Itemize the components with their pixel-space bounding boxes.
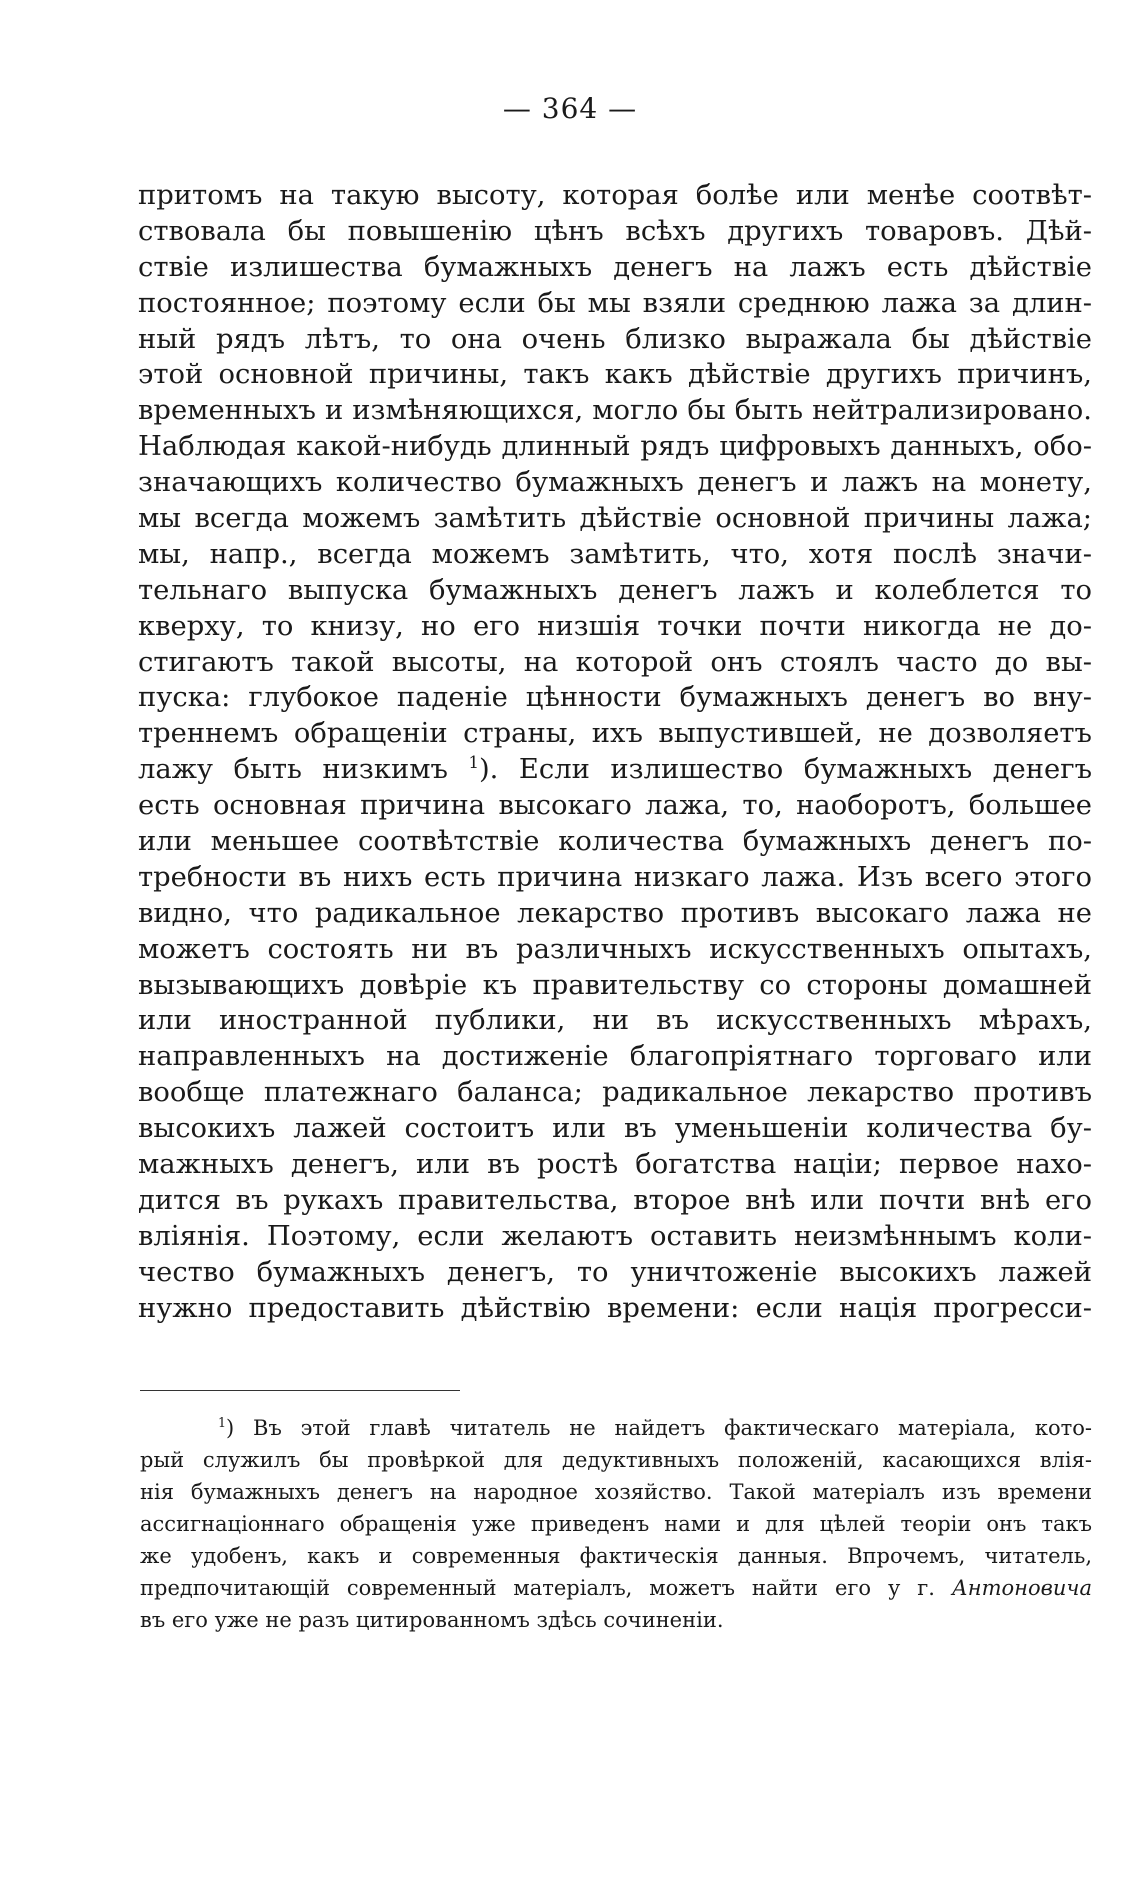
text-line-18: есть основная причина высокаго лажа, то, наоборотъ, большее [138, 790, 1092, 822]
text-line-13: кверху, то книзу, но его низшiя точки почти никогда не до- [138, 610, 1092, 642]
footnote-line-1-text: ) Въ этой главѣ читатель не найдетъ фактическаго матерiала, кото- [226, 1416, 1092, 1440]
text-line-28: мажныхъ денегъ, или въ ростѣ богатства нацiи; первое нахо- [138, 1149, 1092, 1181]
text-line-32: нужно предоставить дѣйствiю времени: если нацiя прогресси- [138, 1292, 1092, 1324]
text-line-31: чество бумажныхъ денегъ, то уничтоженiе высокихъ лажей [138, 1256, 1092, 1288]
footnote-marker: 1 [218, 1415, 227, 1430]
text-line-22: можетъ состоять ни въ различныхъ искусственныхъ опытахъ, [138, 933, 1092, 965]
text-line-29: дится въ рукахъ правительства, второе внѣ или почти внѣ его [138, 1184, 1092, 1216]
page-number: — 364 — [502, 92, 638, 125]
text-line-3: ствiе излишества бумажныхъ денегъ на лажъ есть дѣйствiе [138, 251, 1092, 283]
text-line-12: тельнаго выпуска бумажныхъ денегъ лажъ и колеблется то [138, 574, 1092, 606]
text-line-25: направленныхъ на достиженiе благопрiятнаго торговаго или [138, 1041, 1092, 1073]
footnote-line-3: нiя бумажныхъ денегъ на народное хозяйство. Такой матерiалъ изъ времени [140, 1480, 1092, 1504]
text-line-7: временныхъ и измѣняющихся, могло бы быть нейтрализировано. [138, 395, 1092, 427]
footnote-line-6-text: предпочитающiй современный матерiалъ, можетъ найти его у г. [140, 1576, 935, 1600]
text-line-6: этой основной причины, такъ какъ дѣйствiе другихъ причинъ, [138, 359, 1092, 391]
text-line-4: постоянное; поэтому если бы мы взяли среднюю лажа за длин- [138, 287, 1092, 319]
footnote [140, 1412, 1092, 1636]
footnote-author: Антоновича [951, 1576, 1092, 1600]
text-line-21: видно, что радикальное лекарство противъ высокаго лажа не [138, 897, 1092, 929]
main-text [138, 178, 1092, 1327]
text-line-27: высокихъ лажей состоитъ или въ уменьшенiи количества бу- [138, 1113, 1092, 1145]
text-line-26: вообще платежнаго баланса; радикальное лекарство противъ [138, 1077, 1092, 1109]
footnote-line-2: рый служилъ бы провѣркой для дедуктивныхъ положенiй, касающихся влiя- [140, 1448, 1092, 1472]
text-line-17-head: лажу быть низкимъ [138, 754, 448, 786]
text-line-24: или иностранной публики, ни въ искусственныхъ мѣрахъ, [138, 1005, 1092, 1037]
text-line-8: Наблюдая какой-нибудь длинный рядъ цифровыхъ данныхъ, обо- [138, 431, 1092, 463]
text-line-20: требности въ нихъ есть причина низкаго лажа. Изъ всего этого [138, 861, 1092, 893]
text-line-23: вызывающихъ довѣрiе къ правительству со стороны домашней [138, 969, 1092, 1001]
footnote-reference: 1 [468, 753, 479, 773]
footnote-line-1 [140, 1412, 1092, 1444]
footnote-line-7: въ его уже не разъ цитированномъ здѣсь сочиненiи. [140, 1608, 724, 1632]
text-line-16: треннемъ обращенiи страны, ихъ выпустившей, не дозволяетъ [138, 718, 1092, 750]
footnote-divider [140, 1390, 460, 1391]
text-line-9: значающихъ количество бумажныхъ денегъ и лажъ на монету, [138, 467, 1092, 499]
text-line-15: пуска: глубокое паденiе цѣнности бумажныхъ денегъ во вну- [138, 682, 1092, 714]
text-line-19: или меньшее соотвѣтствiе количества бумажныхъ денегъ по- [138, 826, 1092, 858]
footnote-line-5: же удобенъ, какъ и современныя фактическiя данныя. Впрочемъ, читатель, [140, 1544, 1092, 1568]
text-line-10: мы всегда можемъ замѣтить дѣйствiе основной причины лажа; [138, 503, 1092, 535]
text-line-2: ствовала бы повышенiю цѣнъ всѣхъ другихъ товаровъ. Дѣй- [138, 215, 1092, 247]
text-line-11: мы, напр., всегда можемъ замѣтить, что, хотя послѣ значи- [138, 538, 1092, 570]
text-line-1: притомъ на такую высоту, которая болѣе или менѣе соотвѣт- [138, 180, 1092, 211]
text-line-5: ный рядъ лѣтъ, то она очень близко выражала бы дѣйствiе [138, 323, 1092, 355]
footnote-line-4: ассигнацiоннаго обращенiя уже приведенъ нами и для цѣлей теорiи онъ такъ [140, 1512, 1092, 1536]
footnote-line-6 [140, 1572, 1092, 1604]
text-line-17 [138, 752, 1092, 788]
text-line-30: влiянiя. Поэтому, если желаютъ оставить неизмѣннымъ коли- [138, 1220, 1092, 1252]
text-line-14: стигаютъ такой высоты, на которой онъ стоялъ часто до вы- [138, 646, 1092, 678]
text-line-17-tail: ). Если излишество бумажныхъ денегъ [478, 754, 1092, 786]
